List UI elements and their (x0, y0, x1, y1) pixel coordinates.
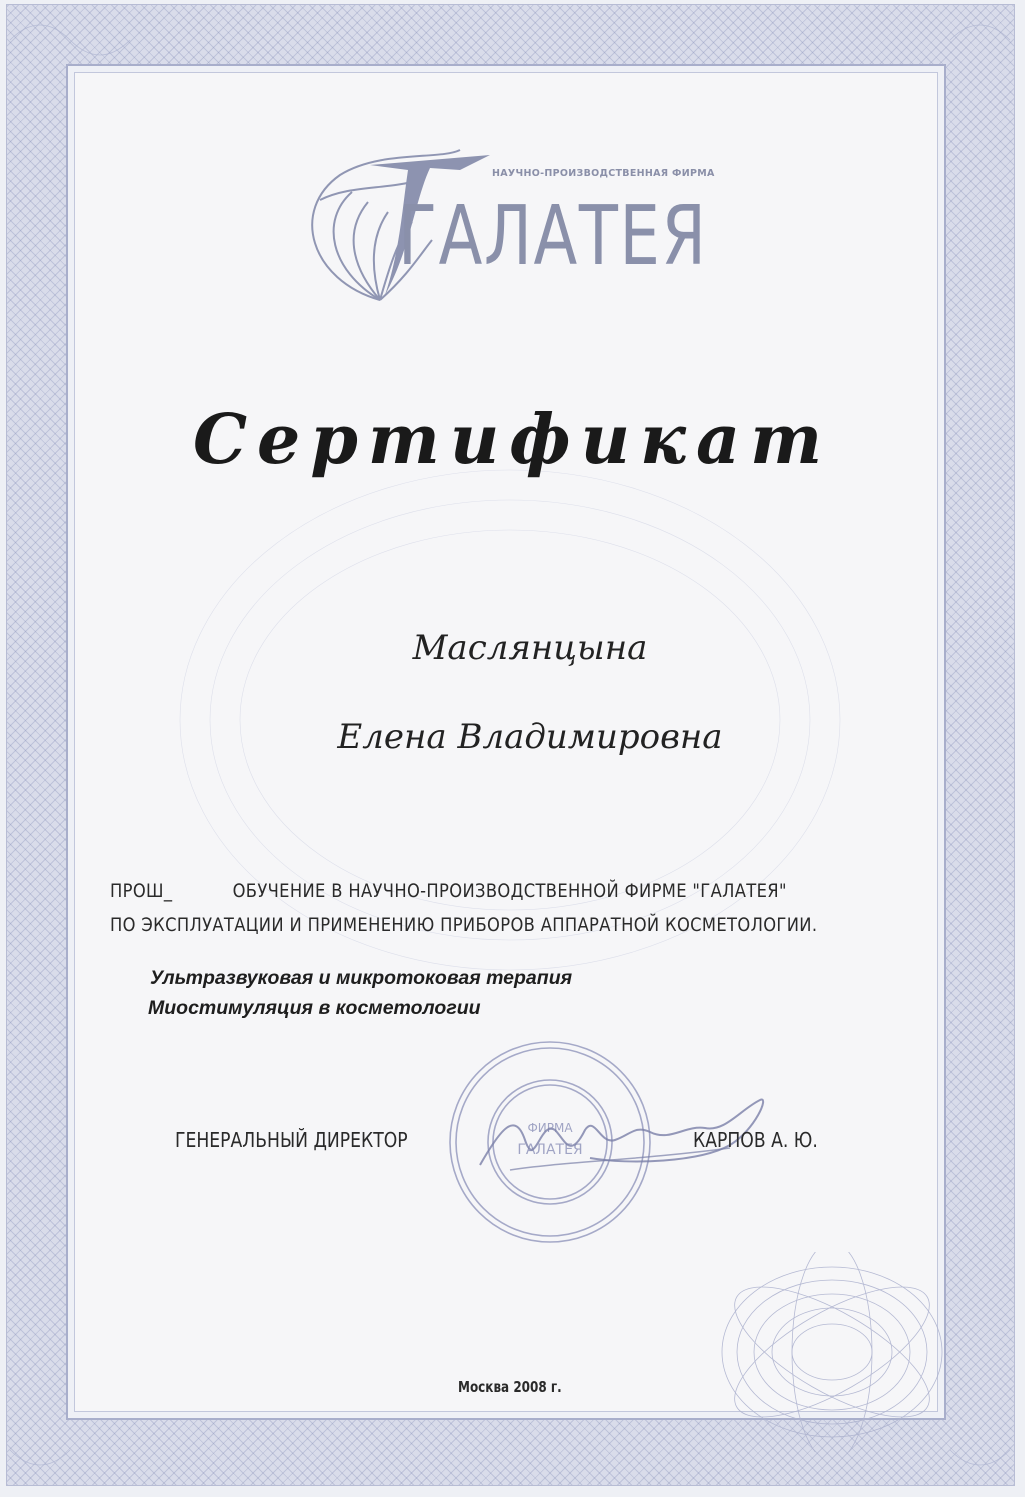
statement-line1-end: ОБУЧЕНИЕ В НАУЧНО-ПРОИЗВОДСТВЕННОЙ ФИРМЕ "ГАЛАТЕЯ" (232, 880, 787, 902)
certificate-title: Сертификат (192, 400, 833, 480)
recipient-surname: Маслянцына (412, 628, 648, 668)
logo-subtitle: НАУЧНО-ПРОИЗВОДСТВЕННАЯ ФИРМА (492, 168, 715, 179)
completion-statement (110, 874, 944, 942)
program-item: Миостимуляция в косметологии (148, 997, 481, 1019)
stamp-center-top: ФИРМА (527, 1121, 573, 1135)
statement-line2: ПО ЭКСПЛУАТАЦИИ И ПРИМЕНЕНИЮ ПРИБОРОВ АППАРАТНОЙ КОСМЕТОЛОГИИ. (110, 914, 818, 936)
statement-line1-start: ПРОШ_ (110, 880, 173, 902)
stamp-center-bottom: ГАЛАТЕЯ (517, 1142, 583, 1158)
guilloche-rosette (712, 1252, 952, 1452)
program-item: Ультразвуковая и микротоковая терапия (150, 967, 573, 989)
recipient-given-names: Елена Владимировна (337, 717, 723, 757)
director-title: ГЕНЕРАЛЬНЫЙ ДИРЕКТОР (175, 1128, 408, 1152)
program-list (150, 963, 572, 1023)
logo-name: ГАЛАТЕЯ (398, 189, 708, 284)
director-name: КАРПОВ А. Ю. (693, 1128, 818, 1152)
city-year: Москва 2008 г. (458, 1378, 562, 1396)
